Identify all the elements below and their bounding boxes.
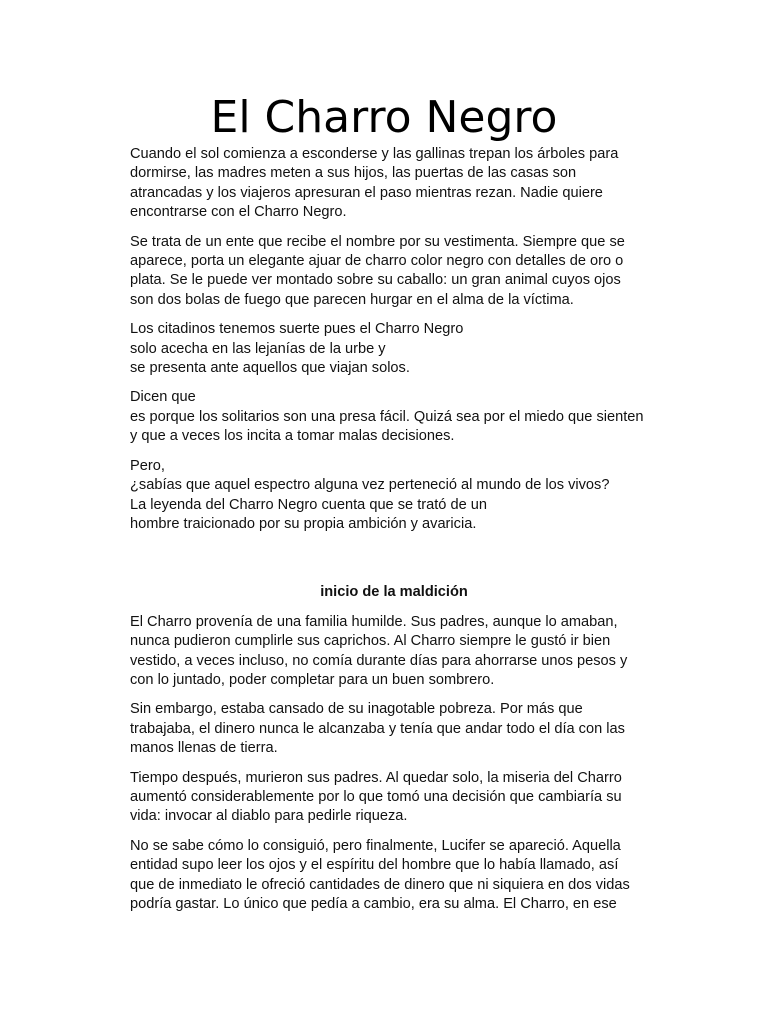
text-line: podría gastar. Lo único que pedía a cambio, era su alma. El Charro, en ese: [130, 896, 617, 912]
paragraph: [130, 700, 670, 758]
text-line: Sin embargo, estaba cansado de su inagotable pobreza. Por más que: [130, 701, 583, 718]
text-line: es porque los solitarios son una presa fácil. Quizá sea por el miedo que sienten: [130, 408, 644, 425]
text-line: con lo juntado, poder completar para un buen sombrero.: [130, 671, 495, 688]
paragraph: [130, 837, 670, 915]
paragraph: [130, 457, 670, 535]
text-line: No se sabe cómo lo consiguió, pero finalmente, Lucifer se apareció. Aquella: [130, 837, 621, 854]
text-line: que de inmediato le ofreció cantidades de dinero que ni siquiera en dos vidas: [130, 876, 630, 893]
text-line: Dicen que: [130, 389, 196, 406]
text-line: Cuando el sol comienza a esconderse y las gallinas trepan los árboles para: [130, 146, 619, 162]
text-line: dormirse, las madres meten a sus hijos, las puertas de las casas son: [130, 165, 577, 182]
text-line: manos llenas de tierra.: [130, 740, 278, 757]
text-line: trabajaba, el dinero nunca le alcanzaba y tenía que andar todo el día con las: [130, 720, 625, 737]
paragraph: [130, 388, 670, 446]
curse-section: [130, 613, 670, 915]
text-line: plata. Se le puede ver montado sobre su caballo: un gran animal cuyos ojos: [130, 272, 621, 289]
text-line: aparece, porta un elegante ajuar de charro color negro con detalles de oro o: [130, 253, 624, 270]
text-line: vestido, a veces incluso, no comía durante días para ahorrarse unos pesos y: [130, 652, 628, 669]
section-spacer: [130, 544, 670, 583]
paragraph: [130, 320, 670, 378]
text-line: y que a veces los incita a tomar malas decisiones.: [130, 428, 455, 445]
text-line: solo acecha en las lejanías de la urbe y: [130, 340, 386, 357]
text-line: atrancadas y los viajeros apresuran el paso mientras rezan. Nadie quiere: [130, 184, 603, 201]
text-line: Se trata de un ente que recibe el nombre por su vestimenta. Siempre que se: [130, 233, 625, 250]
text-line: nunca pudieron cumplirle sus caprichos. Al Charro siempre le gustó ir bien: [130, 633, 611, 650]
text-line: vida: invocar al diablo para pedirle riqueza.: [130, 808, 408, 825]
paragraph: [130, 769, 670, 827]
text-line: Los citadinos tenemos suerte pues el Charro Negro: [130, 321, 464, 338]
text-line: hombre traicionado por su propia ambición y avaricia.: [130, 515, 477, 532]
paragraph: [130, 233, 670, 311]
text-line: Pero,: [130, 457, 165, 474]
text-line: entidad supo leer los ojos y el espíritu del hombre que lo había llamado, así: [130, 857, 619, 874]
text-line: aumentó considerablemente por lo que tomó una decisión que cambiaría su: [130, 788, 622, 805]
intro-section: [130, 145, 670, 534]
text-line: son dos bolas de fuego que parecen hurgar en el alma de la víctima.: [130, 291, 574, 308]
section-heading: inicio de la maldición: [320, 584, 468, 601]
document-body: [130, 145, 670, 924]
text-line: El Charro provenía de una familia humilde. Sus padres, aunque lo amaban,: [130, 613, 618, 630]
paragraph: [130, 145, 670, 223]
text-line: encontrarse con el Charro Negro.: [130, 204, 347, 221]
text-line: Tiempo después, murieron sus padres. Al quedar solo, la miseria del Charro: [130, 769, 622, 786]
paragraph: [130, 613, 670, 691]
text-line: se presenta ante aquellos que viajan solos.: [130, 360, 410, 377]
text-line: La leyenda del Charro Negro cuenta que se trató de un: [130, 496, 487, 513]
text-line: ¿sabías que aquel espectro alguna vez perteneció al mundo de los vivos?: [130, 477, 610, 494]
page-title: El Charro Negro: [210, 92, 558, 143]
